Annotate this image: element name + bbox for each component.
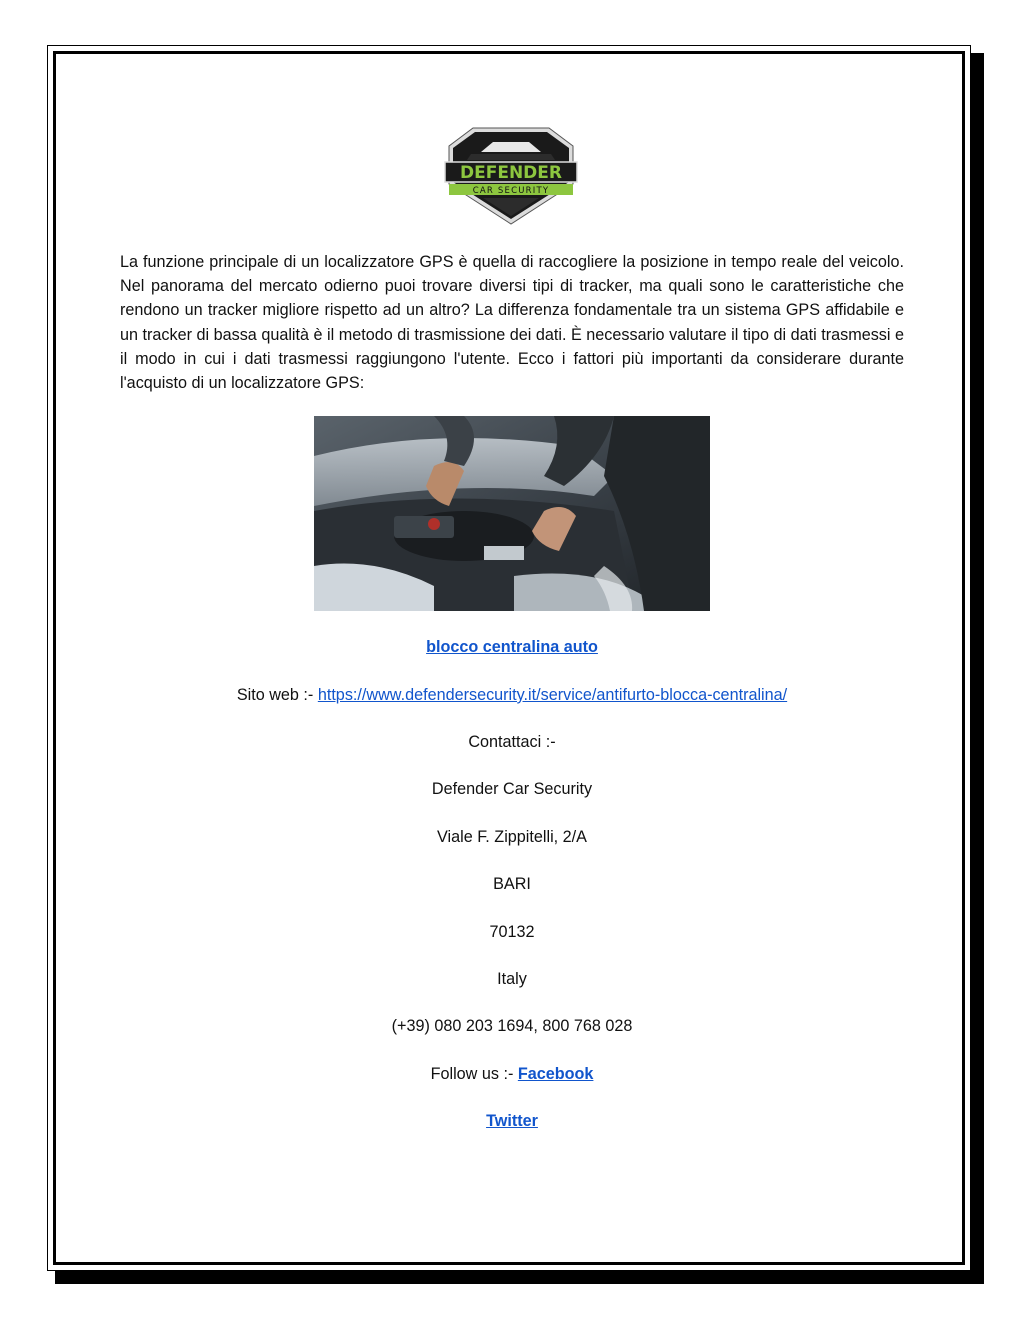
defender-logo xyxy=(443,124,579,226)
twitter-link[interactable]: Twitter xyxy=(486,1112,538,1130)
postal-code: 70132 xyxy=(489,923,535,941)
company-name: Defender Car Security xyxy=(431,780,593,798)
phone-numbers: (+39) 080 203 1694, 800 768 028 xyxy=(391,1017,633,1035)
follow-label: Follow us :- xyxy=(430,1065,518,1083)
country: Italy xyxy=(497,970,527,988)
facebook-link[interactable]: Facebook xyxy=(517,1065,594,1083)
website-line xyxy=(0,684,1024,706)
logo-line2: CAR SECURITY xyxy=(472,186,550,196)
keyword-link[interactable]: blocco centralina auto xyxy=(426,638,598,656)
contact-heading: Contattaci :- xyxy=(468,733,556,751)
logo-line1: DEFENDER xyxy=(460,163,562,183)
street-address: Viale F. Zippitelli, 2/A xyxy=(437,828,587,846)
city: BARI xyxy=(493,875,531,893)
page-border xyxy=(47,45,971,1271)
intro-paragraph: La funzione principale di un localizzatore GPS è quella di raccogliere la posizione in tempo reale del veicolo. Nel panorama del mercato odierno puoi trovare diversi tipi di tracker, ma quali sono le caratteristiche che rendono un tracker migliore rispetto ad un altro? La differenza fondamentale tra un sistema GPS affidabile e un tracker di bassa qualità è il metodo di trasmissione dei dati. È necessario valutare il tipo di dati trasmessi e il modo in cui i dati trasmessi raggiungono l'utente. Ecco i fattori più importanti da considerare durante l'acquisto di un localizzatore GPS: xyxy=(120,253,904,393)
website-url-link[interactable]: https://www.defendersecurity.it/service/antifurto-blocca-centralina/ xyxy=(317,686,788,704)
twitter-line xyxy=(0,1110,1024,1132)
car-engine-photo xyxy=(314,416,710,611)
follow-line xyxy=(0,1063,1024,1085)
website-label: Sito web :- xyxy=(236,686,318,704)
keyword-link-line xyxy=(0,636,1024,658)
